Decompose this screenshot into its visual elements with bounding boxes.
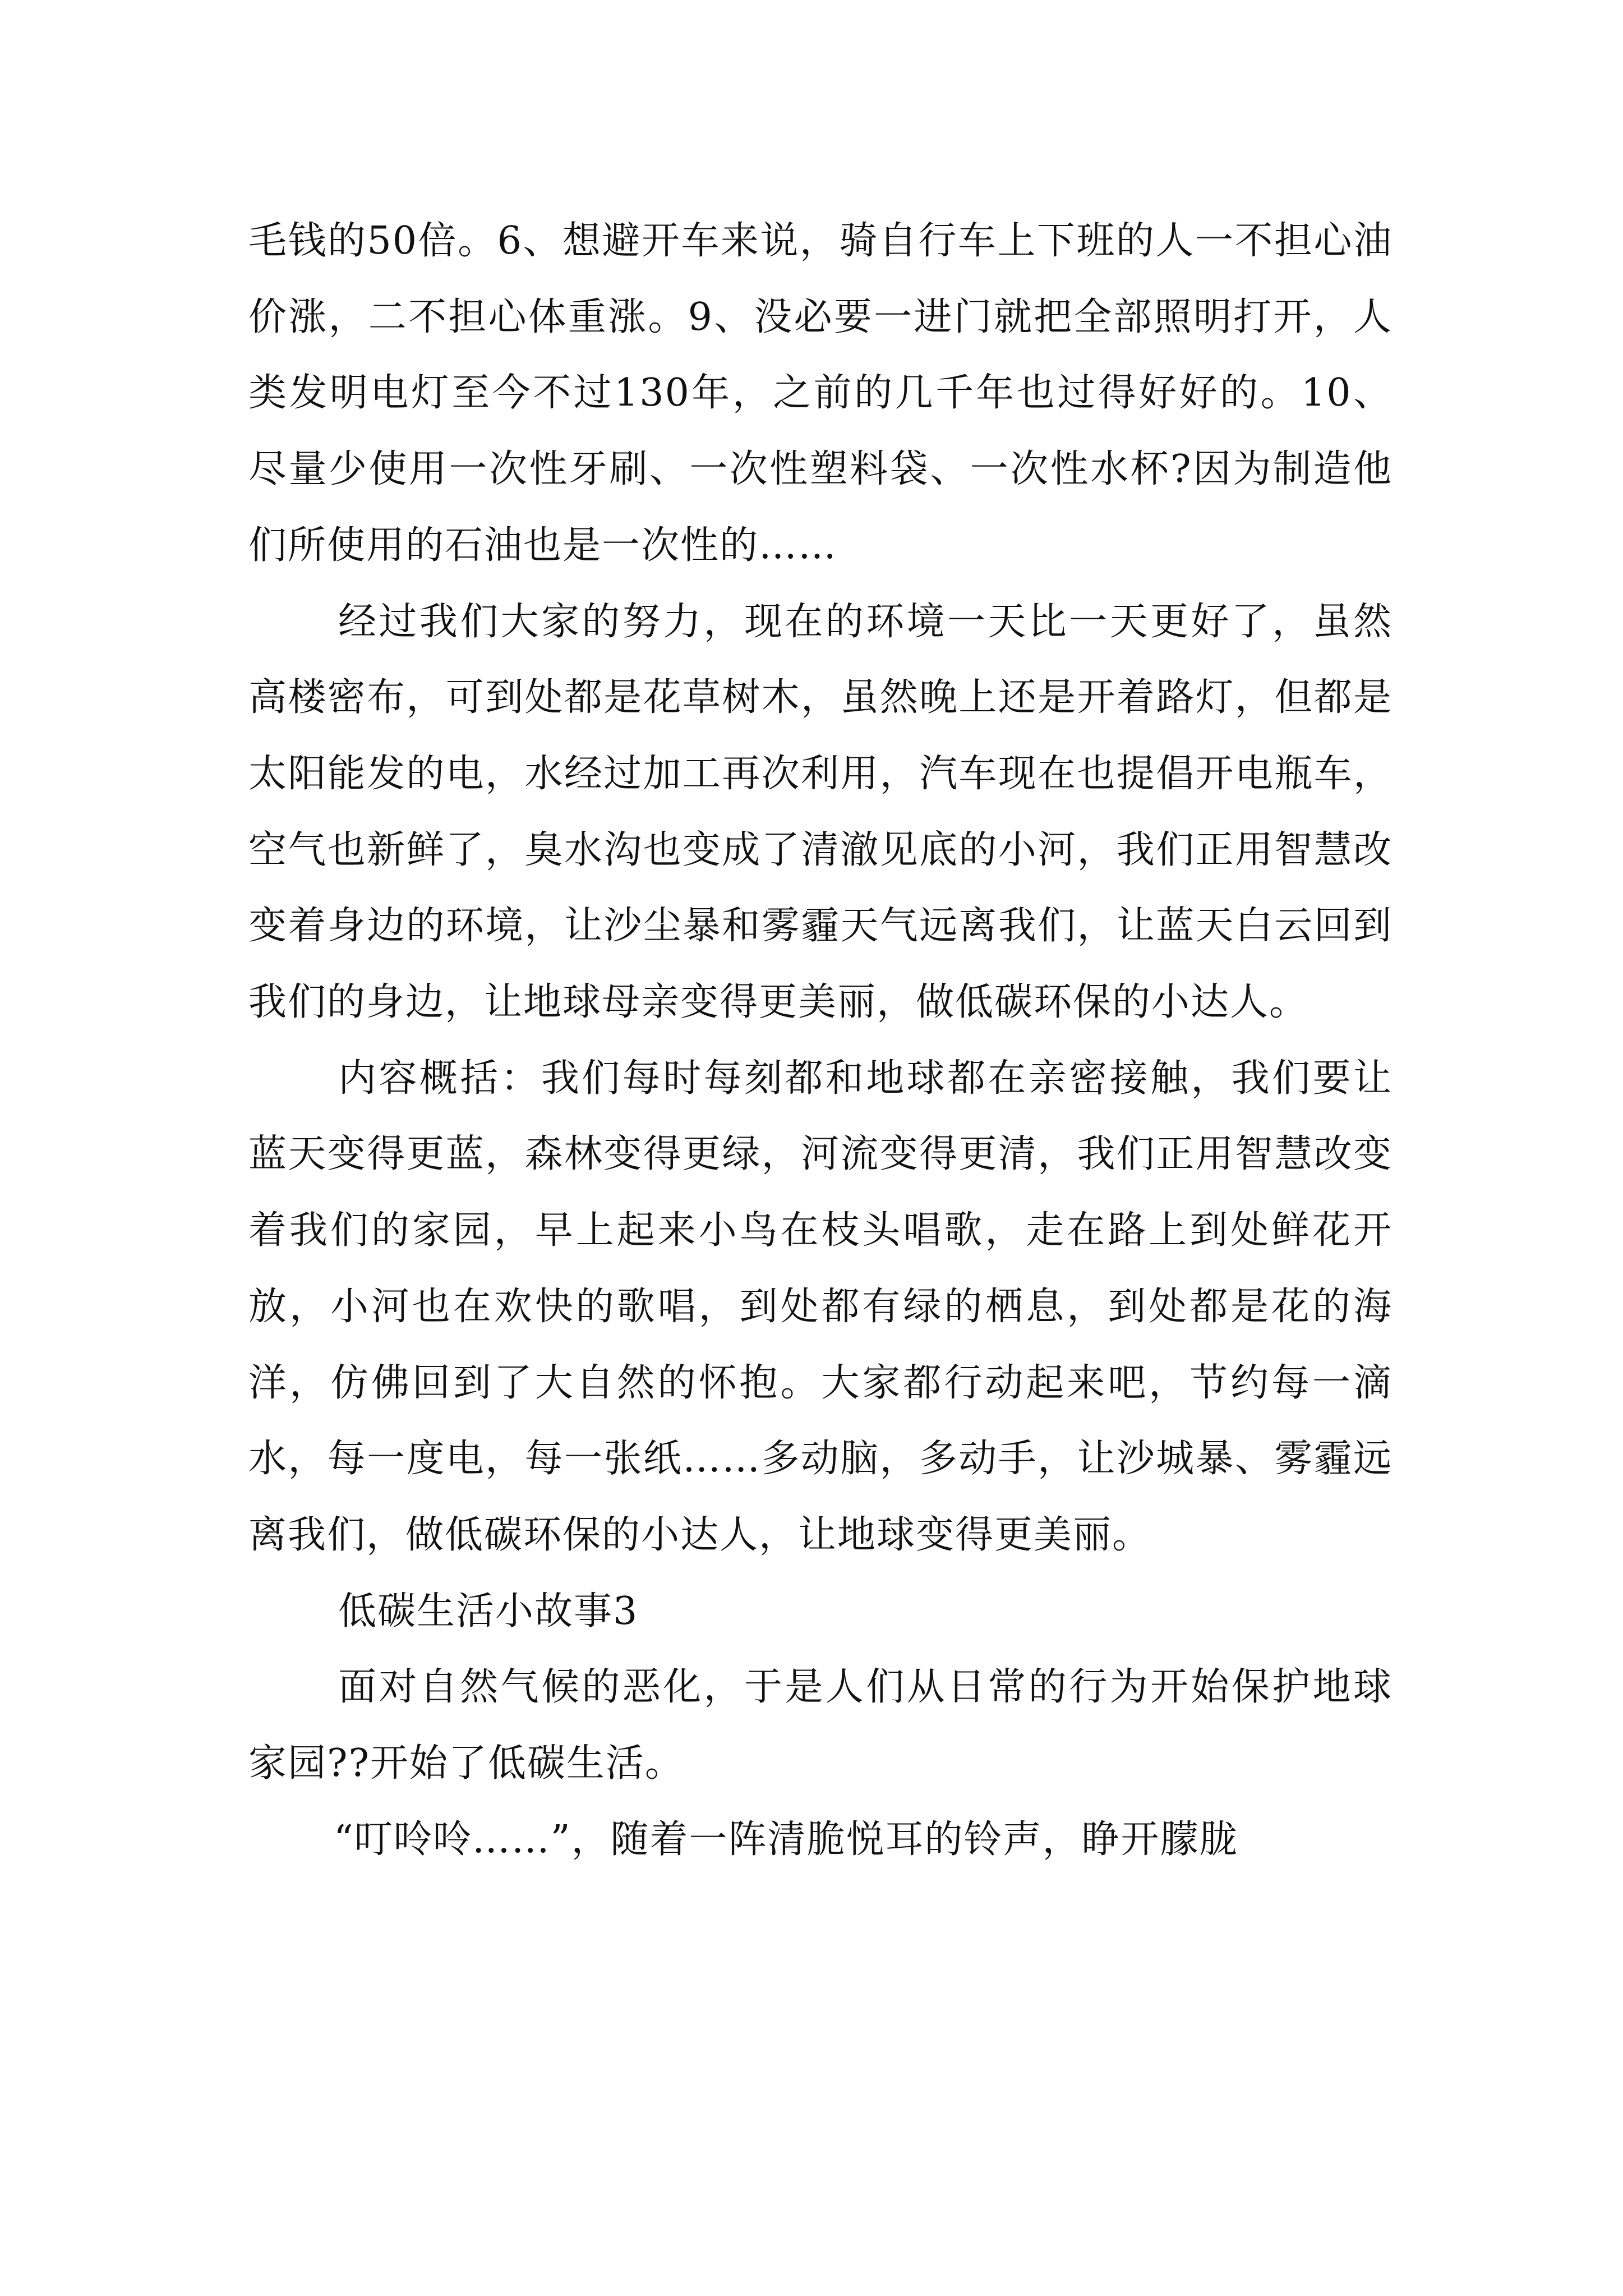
paragraph-story-intro: 面对自然气候的恶化，于是人们从日常的行为开始保护地球家园??开始了低碳生活。 <box>248 1665 1393 1786</box>
paragraph-continuation: 毛钱的50倍。6、想避开车来说，骑自行车上下班的人一不担心油价涨，二不担心体重涨。9、没必要一进门就把全部照明打开，人类发明电灯至今不过130年，之前的几千年也过得好好的。10、尽量少使用一次性牙刷、一次性塑料袋、一次性水杯?因为制造他们所使用的石油也是一次性的…… <box>248 219 1393 568</box>
paragraph-story-start: “叮呤呤……”，随着一阵清脆悦耳的铃声，睁开朦胧 <box>334 1817 1239 1862</box>
paragraph-environment: 经过我们大家的努力，现在的环境一天比一天更好了，虽然高楼密布，可到处都是花草树木，虽然晚上还是开着路灯，但都是太阳能发的电，水经过加工再次利用，汽车现在也提倡开电瓶车，空气也新鲜了，臭水沟也变成了清澈见底的小河，我们正用智慧改变着身边的环境，让沙尘暴和雾霾天气远离我们，让蓝天白云回到我们的身边，让地球母亲变得更美丽，做低碳环保的小达人。 <box>248 599 1393 1025</box>
section-heading: 低碳生活小故事3 <box>338 1589 639 1634</box>
paragraph-summary: 内容概括：我们每时每刻都和地球都在亲密接触，我们要让蓝天变得更蓝，森林变得更绿，河流变得更清，我们正用智慧改变着我们的家园，早上起来小鸟在枝头唱歌，走在路上到处鲜花开放，小河也在欢快的歌唱，到处都有绿的栖息，到处都是花的海洋，仿佛回到了大自然的怀抱。大家都行动起来吧，节约每一滴水，每一度电，每一张纸……多动脑，多动手，让沙城暴、雾霾远离我们，做低碳环保的小达人，让地球变得更美丽。 <box>248 1056 1393 1557</box>
document-body <box>248 203 1393 1878</box>
